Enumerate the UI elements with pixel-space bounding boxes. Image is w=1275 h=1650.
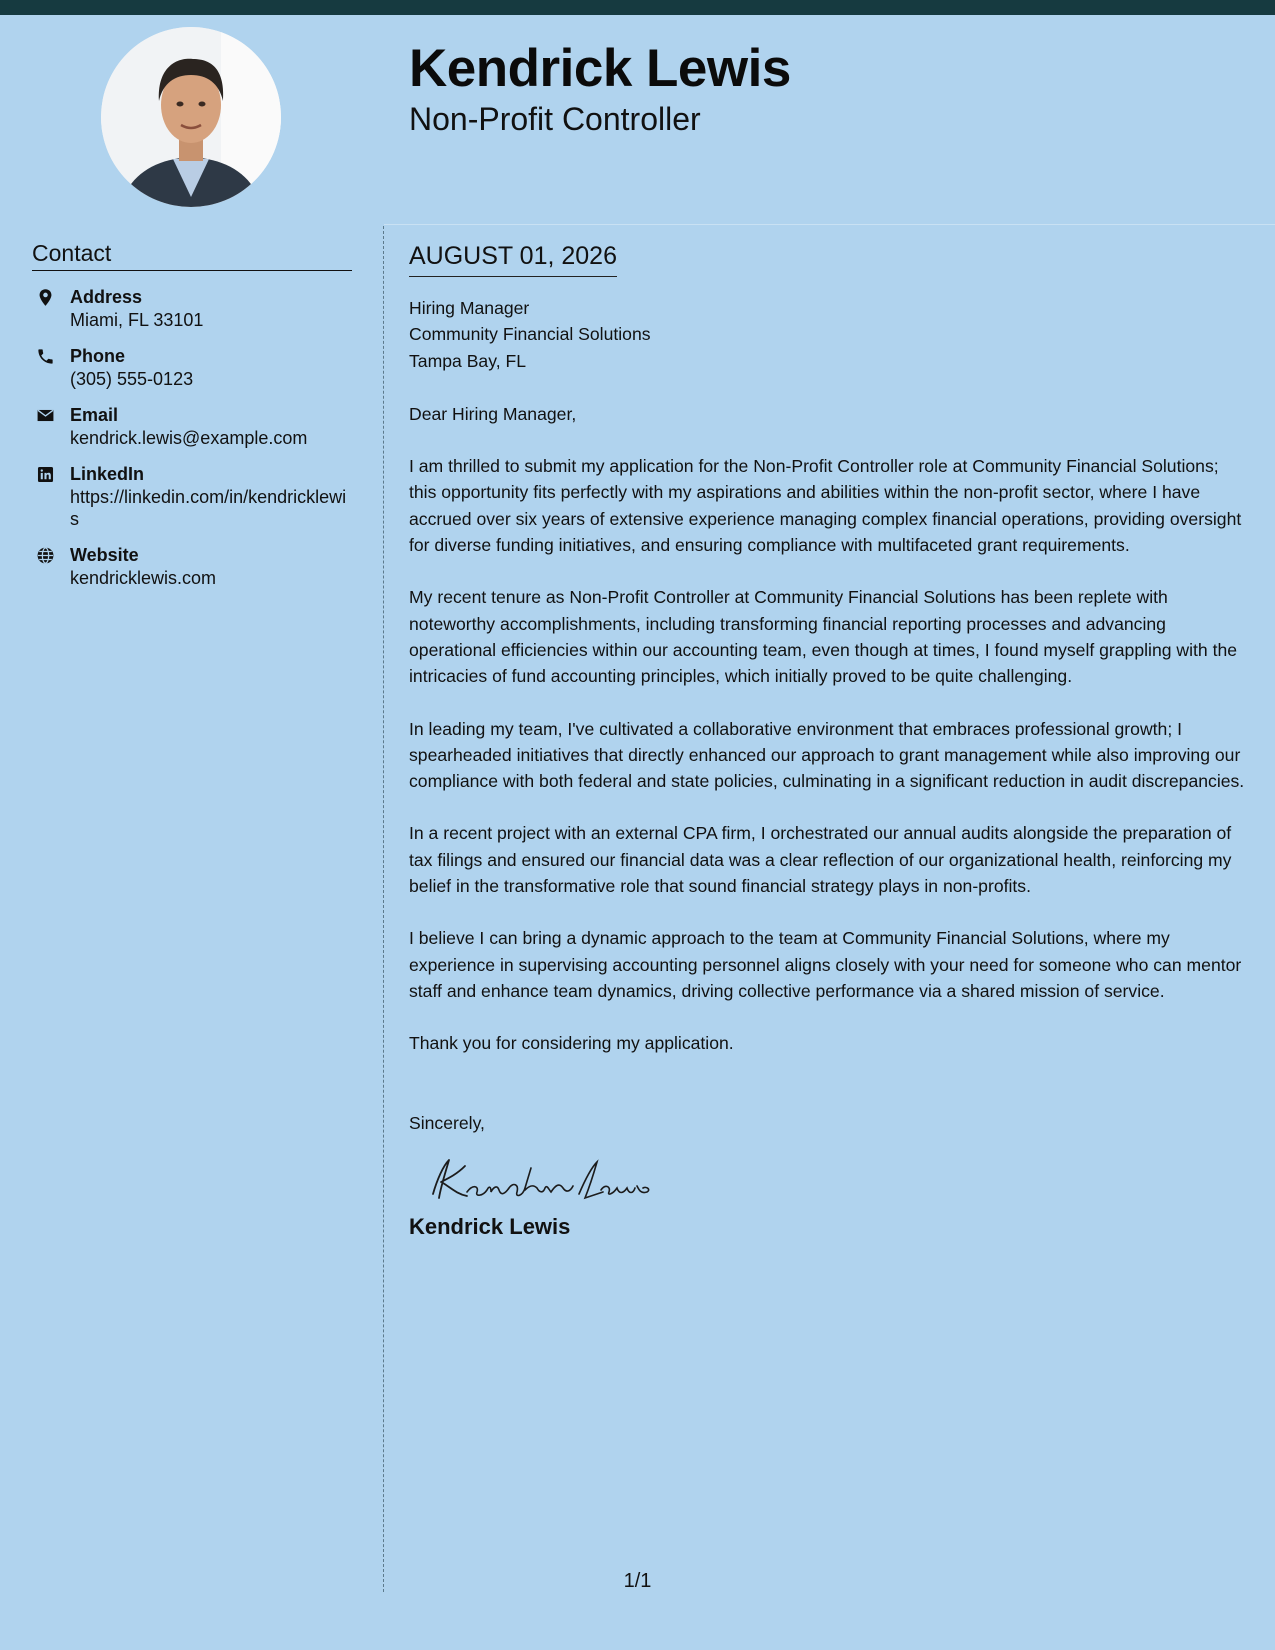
closing: Sincerely, — [409, 1112, 485, 1133]
recipient-line: Tampa Bay, FL — [409, 350, 527, 371]
contact-label: Address — [70, 287, 143, 307]
contact-label: LinkedIn — [70, 464, 145, 484]
contact-linkedin — [32, 462, 352, 530]
contact-label: Phone — [70, 346, 126, 366]
letter-paragraph: In leading my team, I've cultivated a collaborative environment that embraces professional growth; I spearheaded initiatives that directly enhanced our approach to grant management while also improving our compliance with both federal and state policies, culminating in a significant reduction in audit discrepancies. — [409, 718, 1245, 792]
person-portrait-icon — [101, 27, 281, 207]
linkedin-icon — [36, 465, 55, 484]
map-pin-icon — [36, 288, 55, 307]
contact-phone — [32, 344, 352, 390]
letter-paragraph: My recent tenure as Non-Profit Controller at Community Financial Solutions has been replete with noteworthy accomplishments, including transforming financial reporting processes and advancing operational efficiencies within our accounting team, even though at times, I found myself grappling with the intricacies of fund accounting principles, which initially proved to be quite challenging. — [409, 587, 1238, 687]
column-divider — [383, 226, 384, 1592]
contact-address — [32, 285, 352, 331]
header-divider — [384, 224, 1275, 225]
contact-value[interactable]: kendricklewis.com — [70, 568, 217, 588]
letter-paragraph: I believe I can bring a dynamic approach to the team at Community Financial Solutions, where my experience in supervising accounting personnel aligns closely with your need for someone who can mentor staff and enhance team dynamics, driving collective performance via a shared mission of service. — [409, 928, 1242, 1001]
profile-photo — [101, 27, 281, 207]
contact-email — [32, 403, 352, 449]
contact-label: Email — [70, 405, 119, 425]
contact-value[interactable]: https://linkedin.com/in/kendricklewis — [70, 487, 347, 529]
recipient-line: Hiring Manager — [409, 298, 530, 318]
recipient-block — [409, 295, 1249, 374]
envelope-icon — [36, 406, 55, 425]
contact-label: Website — [70, 545, 139, 565]
globe-icon — [36, 546, 55, 565]
letter-paragraph: I am thrilled to submit my application for the Non-Profit Controller role at Community Financial Solutions; this opportunity fits perfectly with my aspirations and abilities within the non-profit sector, where I have accrued over six years of extensive experience managing complex financial operations, providing oversight for diverse funding initiatives, and ensuring compliance with multifaceted grant requirements. — [409, 456, 1242, 556]
contact-sidebar — [32, 240, 352, 589]
phone-icon — [36, 347, 55, 366]
letter-paragraph: Thank you for considering my application. — [409, 1033, 734, 1054]
applicant-name: Kendrick Lewis — [409, 39, 791, 98]
recipient-line: Community Financial Solutions — [409, 324, 651, 345]
contact-value: Miami, FL 33101 — [70, 310, 204, 330]
letter-date: AUGUST 01, 2026 — [409, 240, 617, 277]
contact-value: (305) 555-0123 — [70, 369, 194, 389]
contact-website — [32, 543, 352, 589]
contact-heading: Contact — [32, 240, 352, 271]
signed-name: Kendrick Lewis — [409, 1213, 571, 1239]
letter-paragraph: In a recent project with an external CPA firm, I orchestrated our annual audits alongside the preparation of tax filings and ensured our financial data was a clear reflection of our organizational health, reinforcing my belief in the transformative role that sound financial strategy plays in non-profits. — [409, 823, 1232, 897]
page-number: 1/1 — [623, 1570, 652, 1592]
contact-value[interactable]: kendrick.lewis@example.com — [70, 428, 308, 448]
salutation: Dear Hiring Manager, — [409, 403, 577, 424]
handwritten-signature — [421, 1150, 1249, 1208]
top-bar — [0, 0, 1275, 15]
letter-body — [409, 240, 1249, 1240]
job-title: Non-Profit Controller — [409, 101, 701, 137]
